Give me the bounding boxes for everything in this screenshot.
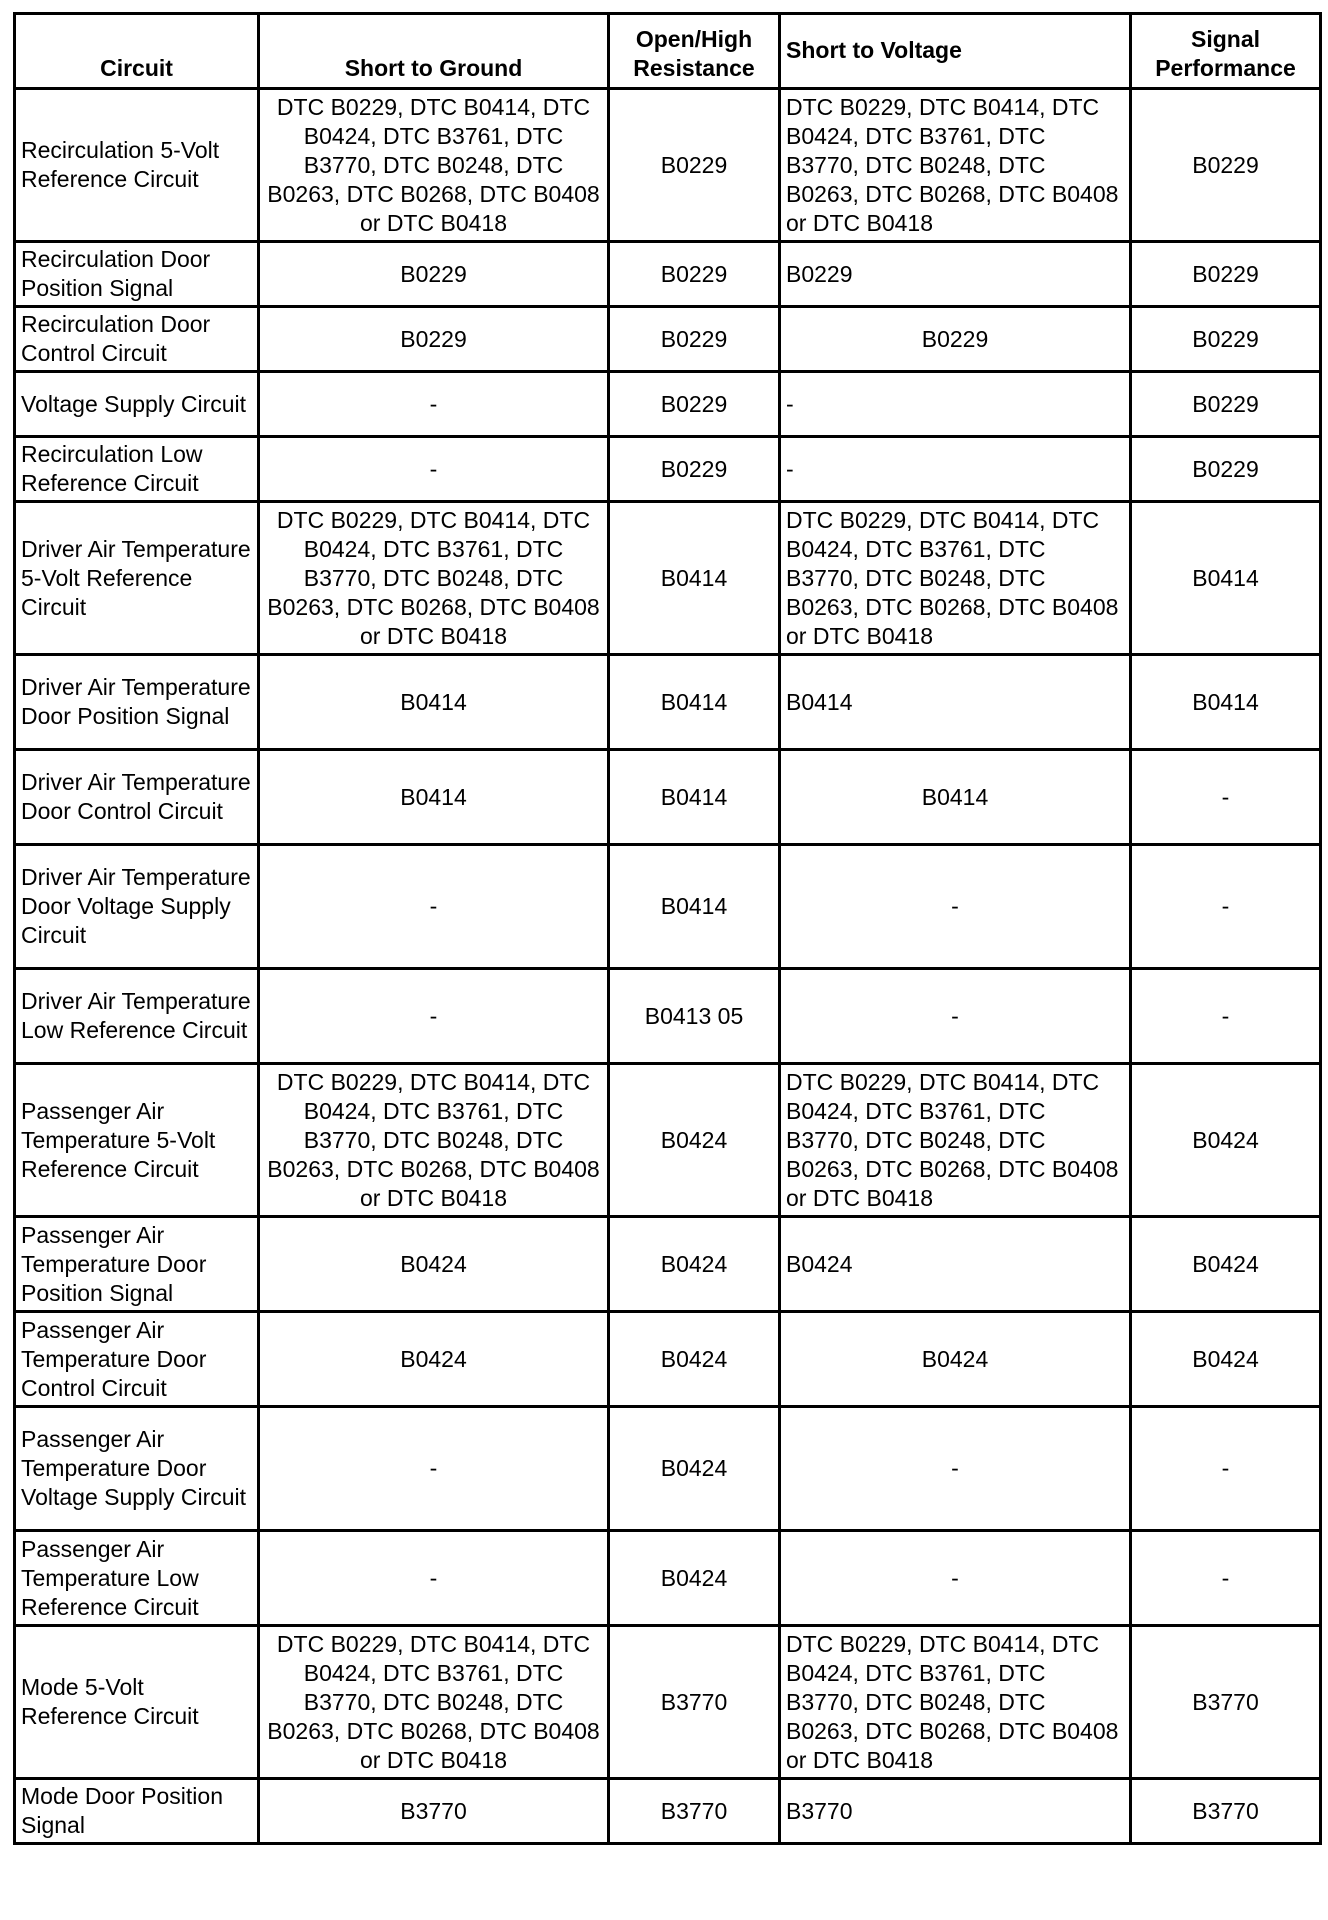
table-row [15, 1217, 1321, 1312]
short-to-ground-cell: B0229 [259, 242, 609, 307]
circuit-cell: Driver Air Temperature Low Reference Circuit [15, 969, 259, 1064]
signal-performance-cell: B0414 [1131, 502, 1321, 655]
signal-performance-cell: B0229 [1131, 89, 1321, 242]
circuit-cell: Driver Air Temperature Door Control Circuit [15, 750, 259, 845]
short-to-ground-cell: B0424 [259, 1312, 609, 1407]
table-row [15, 1779, 1321, 1844]
table-row [15, 1064, 1321, 1217]
circuit-cell: Passenger Air Temperature Door Voltage Supply Circuit [15, 1407, 259, 1531]
table-row [15, 1407, 1321, 1531]
short-to-voltage-cell: B3770 [780, 1779, 1131, 1844]
open-high-resistance-cell: B0424 [609, 1407, 780, 1531]
open-high-resistance-cell: B0424 [609, 1217, 780, 1312]
circuit-cell: Passenger Air Temperature 5-Volt Reference Circuit [15, 1064, 259, 1217]
header-row [15, 14, 1321, 89]
table-row [15, 372, 1321, 437]
dtc-circuit-table [13, 12, 1322, 1845]
short-to-ground-cell: - [259, 845, 609, 969]
short-to-ground-cell: DTC B0229, DTC B0414, DTC B0424, DTC B3761, DTC B3770, DTC B0248, DTC B0263, DTC B0268, DTC B0408 or DTC B0418 [259, 89, 609, 242]
signal-performance-cell: - [1131, 969, 1321, 1064]
circuit-cell: Passenger Air Temperature Door Control Circuit [15, 1312, 259, 1407]
table-row [15, 1531, 1321, 1626]
open-high-resistance-cell: B0414 [609, 750, 780, 845]
short-to-voltage-cell: DTC B0229, DTC B0414, DTC B0424, DTC B3761, DTC B3770, DTC B0248, DTC B0263, DTC B0268, DTC B0408 or DTC B0418 [780, 1626, 1131, 1779]
open-high-resistance-cell: B0424 [609, 1064, 780, 1217]
short-to-voltage-cell: DTC B0229, DTC B0414, DTC B0424, DTC B3761, DTC B3770, DTC B0248, DTC B0263, DTC B0268, DTC B0408 or DTC B0418 [780, 1064, 1131, 1217]
circuit-cell: Passenger Air Temperature Low Reference Circuit [15, 1531, 259, 1626]
open-high-resistance-cell: B0414 [609, 502, 780, 655]
short-to-voltage-cell: B0229 [780, 242, 1131, 307]
short-to-ground-cell: DTC B0229, DTC B0414, DTC B0424, DTC B3761, DTC B3770, DTC B0248, DTC B0263, DTC B0268, DTC B0408 or DTC B0418 [259, 502, 609, 655]
open-high-resistance-cell: B3770 [609, 1779, 780, 1844]
signal-performance-cell: B3770 [1131, 1626, 1321, 1779]
circuit-cell: Recirculation Low Reference Circuit [15, 437, 259, 502]
circuit-cell: Driver Air Temperature 5-Volt Reference Circuit [15, 502, 259, 655]
short-to-ground-cell: - [259, 1531, 609, 1626]
open-high-resistance-cell: B0229 [609, 89, 780, 242]
short-to-ground-cell: B0414 [259, 750, 609, 845]
short-to-ground-cell: - [259, 969, 609, 1064]
short-to-ground-cell: B0229 [259, 307, 609, 372]
short-to-ground-cell: - [259, 437, 609, 502]
header-circuit: Circuit [15, 14, 259, 89]
short-to-voltage-cell: B0229 [780, 307, 1131, 372]
table-row [15, 437, 1321, 502]
table-row [15, 89, 1321, 242]
header-open-high-resistance: Open/High Resistance [609, 14, 780, 89]
open-high-resistance-cell: B0413 05 [609, 969, 780, 1064]
header-short-to-ground: Short to Ground [259, 14, 609, 89]
open-high-resistance-cell: B0229 [609, 242, 780, 307]
signal-performance-cell: - [1131, 845, 1321, 969]
table-row [15, 242, 1321, 307]
short-to-voltage-cell: DTC B0229, DTC B0414, DTC B0424, DTC B3761, DTC B3770, DTC B0248, DTC B0263, DTC B0268, DTC B0408 or DTC B0418 [780, 89, 1131, 242]
circuit-cell: Recirculation Door Control Circuit [15, 307, 259, 372]
open-high-resistance-cell: B0414 [609, 655, 780, 750]
signal-performance-cell: - [1131, 1407, 1321, 1531]
signal-performance-cell: B0229 [1131, 242, 1321, 307]
signal-performance-cell: B0414 [1131, 655, 1321, 750]
circuit-cell: Recirculation Door Position Signal [15, 242, 259, 307]
open-high-resistance-cell: B0229 [609, 307, 780, 372]
short-to-voltage-cell: - [780, 437, 1131, 502]
short-to-ground-cell: DTC B0229, DTC B0414, DTC B0424, DTC B3761, DTC B3770, DTC B0248, DTC B0263, DTC B0268, DTC B0408 or DTC B0418 [259, 1626, 609, 1779]
open-high-resistance-cell: B0229 [609, 372, 780, 437]
open-high-resistance-cell: B3770 [609, 1626, 780, 1779]
short-to-voltage-cell: B0424 [780, 1312, 1131, 1407]
table-row [15, 969, 1321, 1064]
short-to-ground-cell: - [259, 1407, 609, 1531]
circuit-cell: Mode Door Position Signal [15, 1779, 259, 1844]
short-to-voltage-cell: B0414 [780, 750, 1131, 845]
table-row [15, 845, 1321, 969]
header-short-to-voltage: Short to Voltage [780, 14, 1131, 89]
open-high-resistance-cell: B0414 [609, 845, 780, 969]
circuit-cell: Mode 5-Volt Reference Circuit [15, 1626, 259, 1779]
open-high-resistance-cell: B0424 [609, 1312, 780, 1407]
short-to-ground-cell: B0414 [259, 655, 609, 750]
table-row [15, 655, 1321, 750]
table-row [15, 1626, 1321, 1779]
signal-performance-cell: - [1131, 1531, 1321, 1626]
signal-performance-cell: B3770 [1131, 1779, 1321, 1844]
signal-performance-cell: - [1131, 750, 1321, 845]
short-to-voltage-cell: - [780, 969, 1131, 1064]
open-high-resistance-cell: B0424 [609, 1531, 780, 1626]
open-high-resistance-cell: B0229 [609, 437, 780, 502]
short-to-ground-cell: - [259, 372, 609, 437]
signal-performance-cell: B0229 [1131, 372, 1321, 437]
circuit-cell: Voltage Supply Circuit [15, 372, 259, 437]
short-to-voltage-cell: - [780, 372, 1131, 437]
signal-performance-cell: B0424 [1131, 1217, 1321, 1312]
signal-performance-cell: B0424 [1131, 1312, 1321, 1407]
short-to-voltage-cell: - [780, 1407, 1131, 1531]
short-to-voltage-cell: - [780, 1531, 1131, 1626]
table-row [15, 307, 1321, 372]
header-signal-performance: Signal Performance [1131, 14, 1321, 89]
circuit-cell: Driver Air Temperature Door Position Signal [15, 655, 259, 750]
signal-performance-cell: B0424 [1131, 1064, 1321, 1217]
signal-performance-cell: B0229 [1131, 307, 1321, 372]
short-to-voltage-cell: B0414 [780, 655, 1131, 750]
short-to-voltage-cell: B0424 [780, 1217, 1131, 1312]
short-to-ground-cell: B3770 [259, 1779, 609, 1844]
circuit-cell: Passenger Air Temperature Door Position Signal [15, 1217, 259, 1312]
signal-performance-cell: B0229 [1131, 437, 1321, 502]
table-row [15, 1312, 1321, 1407]
table-row [15, 502, 1321, 655]
short-to-voltage-cell: - [780, 845, 1131, 969]
short-to-ground-cell: B0424 [259, 1217, 609, 1312]
short-to-ground-cell: DTC B0229, DTC B0414, DTC B0424, DTC B3761, DTC B3770, DTC B0248, DTC B0263, DTC B0268, DTC B0408 or DTC B0418 [259, 1064, 609, 1217]
circuit-cell: Driver Air Temperature Door Voltage Supply Circuit [15, 845, 259, 969]
short-to-voltage-cell: DTC B0229, DTC B0414, DTC B0424, DTC B3761, DTC B3770, DTC B0248, DTC B0263, DTC B0268, DTC B0408 or DTC B0418 [780, 502, 1131, 655]
table-row [15, 750, 1321, 845]
circuit-cell: Recirculation 5-Volt Reference Circuit [15, 89, 259, 242]
